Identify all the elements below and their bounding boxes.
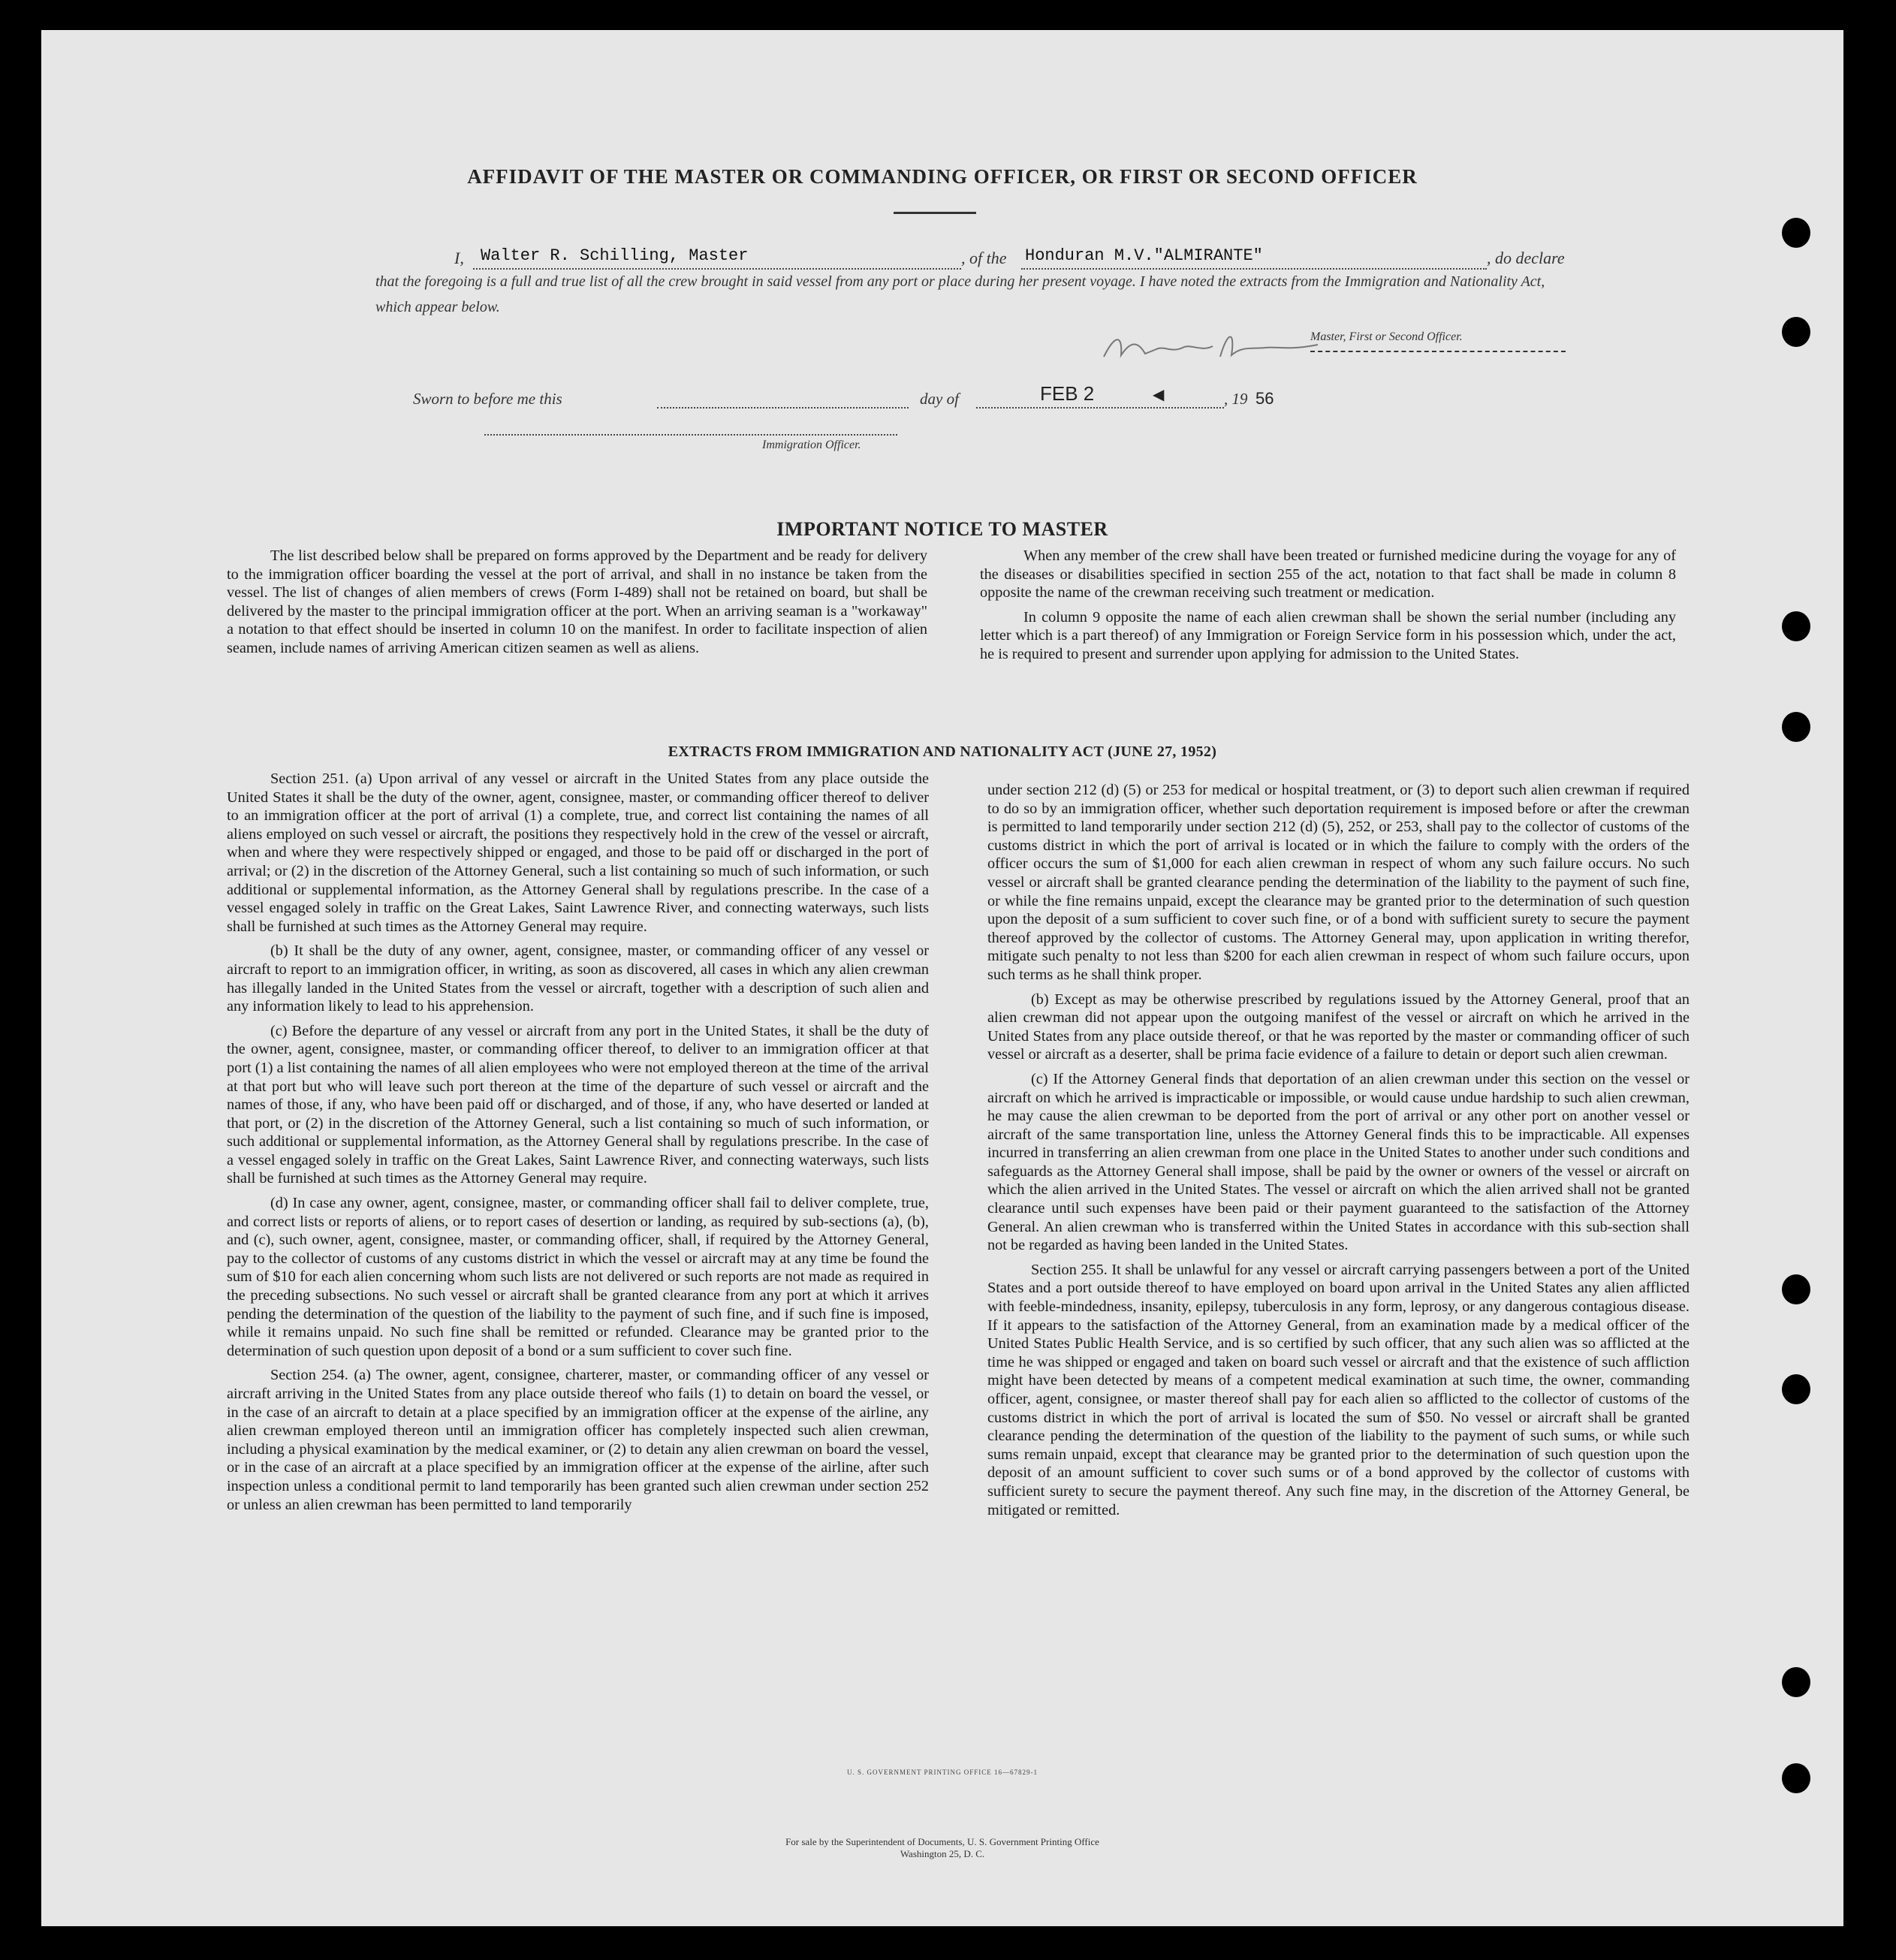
form-page	[41, 30, 1843, 1926]
sale-line-1: For sale by the Superintendent of Documents, U. S. Government Printing Office	[785, 1836, 1099, 1847]
day-of-label: day of	[920, 390, 959, 408]
signature-line	[1310, 348, 1566, 352]
sworn-label: Sworn to before me this	[413, 390, 562, 408]
punch-hole	[1782, 317, 1810, 347]
notice-right-paragraph-1: When any member of the crew shall have been treated or furnished medicine during the voyage for any of the diseases or disabilities specified in section 255 of the act, notation to that fact shall be made in column 8 opposite the name of the crewman receiving such treatment or medication.	[980, 547, 1676, 602]
section-254-b: (b) Except as may be otherwise prescribed by regulations issued by the Attorney General, proof that an alien crewman did not appear upon the outgoing manifest of the vessel or aircraft on which he arrived in the United States from any place outside thereof, or that he was reported by the master or commanding officer of such vessel or aircraft as a deserter, shall be prima facie evidence of a failure to detain or deport such alien crewman.	[987, 991, 1690, 1063]
section-254-a-continued: under section 212 (d) (5) or 253 for medical or hospital treatment, or (3) to deport such alien crewman if required to do so by an immigration officer, whether such deportation requirement is imposed before or after the crewman is permitted to land temporarily under section 212 (d) (5), 252, or 253, shall pay to the collector of customs of the customs district in which the port of arrival is located or in which the failure to comply with the orders of the officer occurs the sum of $1,000 for each alien crewman in respect of whom any such failure occurs. No such vessel or aircraft shall be granted clearance pending the determination of the liability to the payment of such fine, or while the fine remains unpaid, except the clearance may be granted prior to the determination of such question upon the deposit of a sum sufficient to cover such fine, or of a bond with sufficient surety to secure the payment thereof approved by the collector of customs. The Attorney General may, upon application in writing therefor, mitigate such penalty to not less than $200 for each alien crewman in respect of whom such failure occurs, upon such terms as he shall think proper.	[987, 782, 1690, 983]
declarant-field[interactable]: Walter R. Schilling, Master	[481, 246, 749, 265]
section-251-a: Section 251. (a) Upon arrival of any vessel or aircraft in the United States from any place outside the United States it shall be the duty of the owner, agent, consignee, master, or commanding officer thereof to deliver to an immigration officer at the port of arrival (1) a complete, true, and correct list containing the names of all aliens employed on such vessel or aircraft, the positions they respectively hold in the crew of the vessel or aircraft, when and where they were respectively shipped or engaged, and those to be paid off or discharged in the port of arrival; or (2) in the discretion of the Attorney General, such a list containing so much of such information, or such additional or supplemental information, as the Attorney General shall by regulations prescribe. In the case of a vessel engaged solely in traffic on the Great Lakes, Saint Lawrence River, and connecting waterways, such lists shall be furnished at such times as the Attorney General may require.	[227, 770, 929, 935]
sale-notice	[41, 1836, 1843, 1860]
signer-role-label: Master, First or Second Officer.	[1310, 330, 1463, 343]
title-divider	[894, 212, 976, 214]
punch-hole	[1782, 1374, 1810, 1404]
section-255: Section 255. It shall be unlawful for any vessel or aircraft carrying passengers between a port of the United States and a port outside thereof to have employed on board upon arrival in the United States any alien afflicted with feeble-mindedness, insanity, epilepsy, tuberculosis in any form, leprosy, or any dangerous contagious disease. If it appears to the satisfaction of the Attorney General, from an examination made by a medical officer of the United States Public Health Service, and is so certified by such officer, that any such alien was so afflicted at the time he was shipped or engaged and taken on board such vessel or aircraft and that the existence of such affliction might have been detected by means of a competent medical examination at such time, the owner, commanding officer, agent, consignee, or master thereof shall pay for each alien so afflicted to the collector of customs of the customs district in which the port of arrival is located the sum of $50. No vessel or aircraft shall be granted clearance pending the determination of the question of the liability to the payment of such sums, or while such sums remain unpaid, except that clearance may be granted prior to the determination of such question upon the deposit of an amount sufficient to cover such sums or of a bond approved by the collector of customs with sufficient surety to secure the payment thereof. Any such fine may, in the discretion of the Attorney General, be mitigated or remitted.	[987, 1261, 1690, 1518]
officer-line	[484, 434, 897, 436]
officer-label: Immigration Officer.	[762, 439, 861, 451]
year-prefix: , 19	[1224, 390, 1248, 408]
extracts-title: EXTRACTS FROM IMMIGRATION AND NATIONALITY ACT (JUNE 27, 1952)	[668, 743, 1217, 760]
notice-left-paragraph: The list described below shall be prepared on forms approved by the Department and be ready for delivery to the immigration officer boarding the vessel at the port of arrival, and shall in no instance be taken from the vessel. The list of changes of alien members of crews (Form I-489) shall not be retained on board, but shall be delivered by the master to the principal immigration officer at the port. When an arriving seaman is a "workaway" a notation to that effect should be inserted in column 10 on the manifest. In order to facilitate inspection of alien seamen, include names of arriving American citizen seamen as well as aliens.	[227, 547, 927, 656]
vessel-field[interactable]: Honduran M.V."ALMIRANTE"	[1025, 246, 1263, 265]
sworn-line	[413, 383, 1464, 413]
notice-left-column	[227, 547, 927, 664]
date-stamp[interactable]: FEB 2	[1040, 382, 1095, 405]
punch-hole	[1782, 611, 1810, 641]
punch-hole	[1782, 1763, 1810, 1793]
section-254-c: (c) If the Attorney General finds that deportation of an alien crewman under this section on the vessel or aircraft on which he arrived is impracticable or impossible, or would cause undue hardship to such alien crewman, he may cause the alien crewman to be deported from the port of arrival or any other port on another vessel or aircraft of the same transportation line, unless the Attorney General finds this to be impracticable. All expenses incurred in transferring an alien crewman from one place in the United States to another under such conditions and safeguards as the Attorney General shall impose, shall be paid by the owner or owners of the vessel or aircraft on which the alien arrived in the United States. The vessel or aircraft on which the alien arrived shall not be granted clearance until such expenses have been paid or their payment guaranteed to the satisfaction of the Attorney General. An alien crewman who is transferred within the United States in accordance with this sub-section shall not be regarded as having been landed in the United States.	[987, 1070, 1690, 1254]
notice-title: IMPORTANT NOTICE TO MASTER	[776, 518, 1108, 540]
i-label: I,	[454, 249, 464, 267]
affidavit-title: AFFIDAVIT OF THE MASTER OR COMMANDING OFFICER, OR FIRST OR SECOND OFFICER	[467, 165, 1418, 188]
extracts-left-column	[227, 770, 929, 1520]
extracts-right-column	[987, 781, 1690, 1525]
section-251-b: (b) It shall be the duty of any owner, agent, consignee, master, or commanding officer of any vessel or aircraft to report to an immigration officer, in writing, as soon as discovered, all cases in which any alien crewman has illegally landed in the United States from the vessel or aircraft, together with a description of such alien and any information likely to lead to his apprehension.	[227, 942, 929, 1015]
notice-right-column	[980, 547, 1676, 670]
sale-line-2: Washington 25, D. C.	[900, 1848, 985, 1859]
signature-image	[1100, 327, 1325, 368]
section-254-a: Section 254. (a) The owner, agent, consignee, charterer, master, or commanding officer of any vessel or aircraft arriving in the United States from any place outside thereof who fails (1) to detain on board the vessel, or in the case of an aircraft to detain at a place specified by an immigration officer at the expense of the airline, any alien crewman employed thereon until an immigration officer has completely inspected such alien crewman, including a physical examination by the medical examiner, or (2) to detain any alien crewman on board the vessel, or in the case of an aircraft at a place specified by an immigration officer at the expense of the airline, after such inspection unless a conditional permit to land temporarily has been granted such alien crewman under section 252 or unless an alien crewman has been permitted to land temporarily	[227, 1367, 929, 1513]
year-field[interactable]: 56	[1255, 389, 1274, 408]
notice-right-paragraph-2: In column 9 opposite the name of each alien crewman shall be shown the serial number (including any letter which is a part thereof) of any Immigration or Foreign Service form in his possession which, under the act, he is required to present and surrender upon applying for admission to the United States.	[980, 608, 1676, 662]
punch-hole	[1782, 712, 1810, 742]
printer-imprint: U. S. GOVERNMENT PRINTING OFFICE 16—67829-1	[846, 1769, 1038, 1776]
sworn-day-underline	[657, 407, 909, 409]
section-251-c: (c) Before the departure of any vessel or aircraft from any port in the United States, it shall be the duty of the owner, agent, consignee, master, or commanding officer thereof, to deliver to an immigration officer at that port (1) a list containing the names of all alien employees who were not employed thereon at the time of the arrival at that port but who will leave such port thereon at the time of the departure of such vessel or aircraft and the names of those, if any, who have been paid off or discharged, and of those, if any, who have deserted or landed at that port, or (2) in the discretion of the Attorney General, such a list containing so much of such information, or such additional or supplemental information, as the Attorney General shall by regulations prescribe. In the case of a vessel engaged solely in traffic on the Great Lakes, Saint Lawrence River, and connecting waterways, such lists shall be furnished at such times as the Attorney General may require.	[227, 1022, 929, 1187]
date-underline	[976, 407, 1224, 409]
of-the-label: , of the	[961, 249, 1007, 267]
punch-hole	[1782, 1667, 1810, 1697]
declaration-statement: that the foregoing is a full and true list of all the crew brought in said vessel from any port or place during her present voyage. I have noted the extracts from the Immigration and Nationality Act, which appear below.	[375, 273, 1545, 315]
do-declare-label: , do declare	[1487, 249, 1565, 267]
stamp-mark-icon: ◀	[1153, 387, 1165, 403]
punch-hole	[1782, 218, 1810, 248]
section-251-d: (d) In case any owner, agent, consignee, master, or commanding officer shall fail to deliver complete, true, and correct lists or reports of aliens, or to report cases of desertion or landing, as required by sub-sections (a), (b), and (c), such owner, agent, consignee, master, or commanding officer, shall, if required by the Attorney General, pay to the collector of customs of any customs district in which the vessel or aircraft may at any time be found the sum of $10 for each alien concerning whom such lists are not delivered or such reports are not made as required in the preceding subsections. No such vessel or aircraft shall be granted clearance from any port at which it arrives pending the determination of the question of the liability to the payment of such fine, and if such fine is imposed, while it remains unpaid. No such fine shall be remitted or refunded. Clearance may be granted prior to the determination of such question upon deposit of a bond or a sum sufficient to cover such fine.	[227, 1195, 929, 1359]
punch-hole	[1782, 1274, 1810, 1304]
